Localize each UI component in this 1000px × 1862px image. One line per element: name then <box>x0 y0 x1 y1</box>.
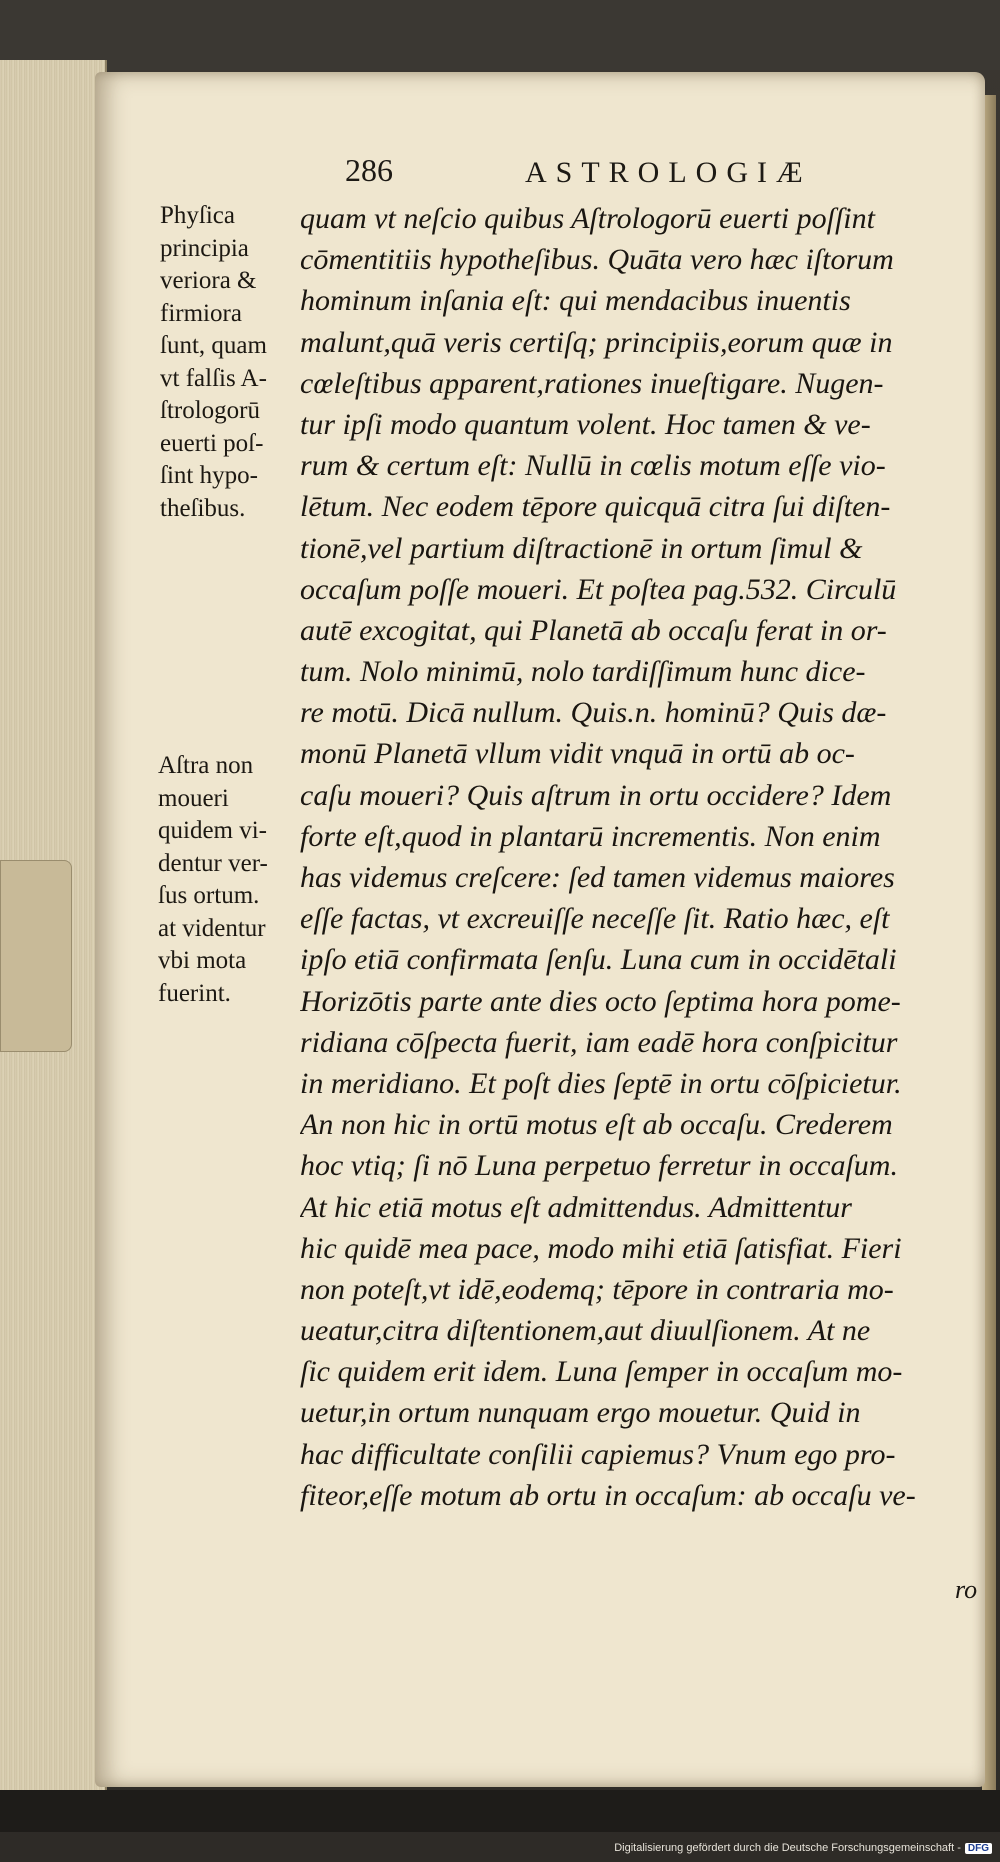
margin-line: ſunt, quam <box>160 332 267 359</box>
body-line: occaſum poſſe moueri. Et poſtea pag.532. Circulū <box>300 572 897 606</box>
catchword: ro <box>955 1575 978 1604</box>
body-line: hoc vtiq; ſi nō Luna perpetuo ferretur in occaſum. <box>300 1149 898 1183</box>
body-line: quam vt neſcio quibus Aſtrologorū euerti poſſint <box>300 202 875 235</box>
body-line: autē excogitat, qui Planetā ab occaſu ferat in or- <box>300 613 887 647</box>
body-line: malunt,quā veris certiſq; principiis,eorum quæ in <box>300 325 893 359</box>
margin-line: Phyſica <box>160 202 235 229</box>
body-line: tur ipſi modo quantum volent. Hoc tamen & ve- <box>300 407 871 441</box>
body-line: tionē,vel partium diſtractionē in ortum ſimul & <box>300 531 863 565</box>
margin-line: moueri <box>158 784 229 812</box>
body-line: rum & certum eſt: Nullū in cœlis motum eſſe vio- <box>300 449 886 483</box>
scan-bottom-strip <box>0 1790 1000 1832</box>
scan-top-band <box>0 0 1000 70</box>
margin-note-physica <box>160 200 267 525</box>
page-number: 286 <box>345 152 393 188</box>
body-line: Horizōtis parte ante dies octo ſeptima hora pome- <box>300 984 901 1018</box>
body-line: lētum. Nec eodem tēpore quicquā citra ſui diſten- <box>300 490 891 524</box>
running-title: ASTROLOGIÆ <box>525 156 812 189</box>
margin-line: dentur ver- <box>158 849 268 877</box>
body-line: hac difficultate conſilii capiemus? Vnum ego pro- <box>300 1437 896 1471</box>
body-line: ueatur,citra diſtentionem,aut diuulſionem. At ne <box>300 1314 871 1348</box>
body-line: ipſo etiā confirmata ſenſu. Luna cum in occidētali <box>300 943 897 977</box>
body-line: eſſe factas, vt excreuiſſe neceſſe ſit. Ratio hæc, eſt <box>300 902 890 936</box>
body-line: non poteſt,vt idē,eodemq; tēpore in contraria mo- <box>300 1272 894 1306</box>
margin-line: Aſtra non <box>158 752 254 779</box>
book-tab <box>0 860 72 1052</box>
margin-line: ſus ortum. <box>158 882 260 909</box>
margin-line: theſibus. <box>160 494 246 522</box>
page-header <box>345 152 905 192</box>
body-line: forte eſt,quod in plantarū incrementis. Non enim <box>300 819 881 853</box>
body-line: caſu moueri? Quis aſtrum in ortu occidere? Idem <box>300 778 892 812</box>
margin-line: euerti poſ- <box>160 429 264 457</box>
margin-line: vbi mota <box>158 947 247 974</box>
margin-line: quidem vi- <box>158 817 268 844</box>
body-line: cōmentitiis hypotheſibus. Quāta vero hæc iſtorum <box>300 243 894 277</box>
body-line: hominum inſania eſt: qui mendacibus inuentis <box>300 284 851 318</box>
margin-line: fuerint. <box>158 979 231 1007</box>
body-line: has videmus creſcere: ſed tamen videmus maiores <box>300 861 895 894</box>
margin-line: veriora & <box>160 267 257 294</box>
body-line: in meridiano. Et poſt dies ſeptē in ortu cōſpicietur. <box>300 1066 902 1100</box>
body-line: ſic quidem erit idem. Luna ſemper in occaſum mo- <box>300 1355 903 1389</box>
margin-line: firmiora <box>160 299 242 327</box>
body-line: cœleſtibus apparent,rationes inueſtigare. Nugen- <box>300 366 884 400</box>
margin-line: at videntur <box>158 914 266 942</box>
body-line: An non hic in ortū motus eſt ab occaſu. Crederem <box>300 1108 893 1142</box>
body-line: re motū. Dicā nullum. Quis.n. hominū? Quis dæ- <box>300 696 887 730</box>
body-text <box>300 198 990 1516</box>
body-line: ridiana cōſpecta fuerit, iam eadē hora conſpicitur <box>300 1025 898 1059</box>
body-line: monū Planetā vllum vidit vnquā in ortū ab oc- <box>300 737 855 771</box>
margin-line: vt falſis A- <box>160 364 267 392</box>
body-line: fiteor,eſſe motum ab ortu in occaſum: ab occaſu ve- <box>300 1478 916 1512</box>
margin-line: ſtrologorū <box>160 397 260 424</box>
credit-text: Digitalisierung gefördert durch die Deutsche Forschungsgemeinschaft - <box>614 1842 961 1854</box>
body-line: uetur,in ortum nunquam ergo mouetur. Quid in <box>300 1396 861 1430</box>
margin-line: principia <box>160 234 249 262</box>
dfg-logo: DFG <box>965 1843 992 1854</box>
digitization-credit <box>614 1842 992 1854</box>
body-line: At hic etiā motus eſt admittendus. Admittentur <box>300 1190 852 1224</box>
margin-line: ſint hypo- <box>160 462 258 489</box>
body-line: tum. Nolo minimū, nolo tardiſſimum hunc dice- <box>300 655 866 689</box>
body-line: hic quidē mea pace, modo mihi etiā ſatisfiat. Fieri <box>300 1231 902 1265</box>
margin-note-astra <box>158 750 268 1010</box>
